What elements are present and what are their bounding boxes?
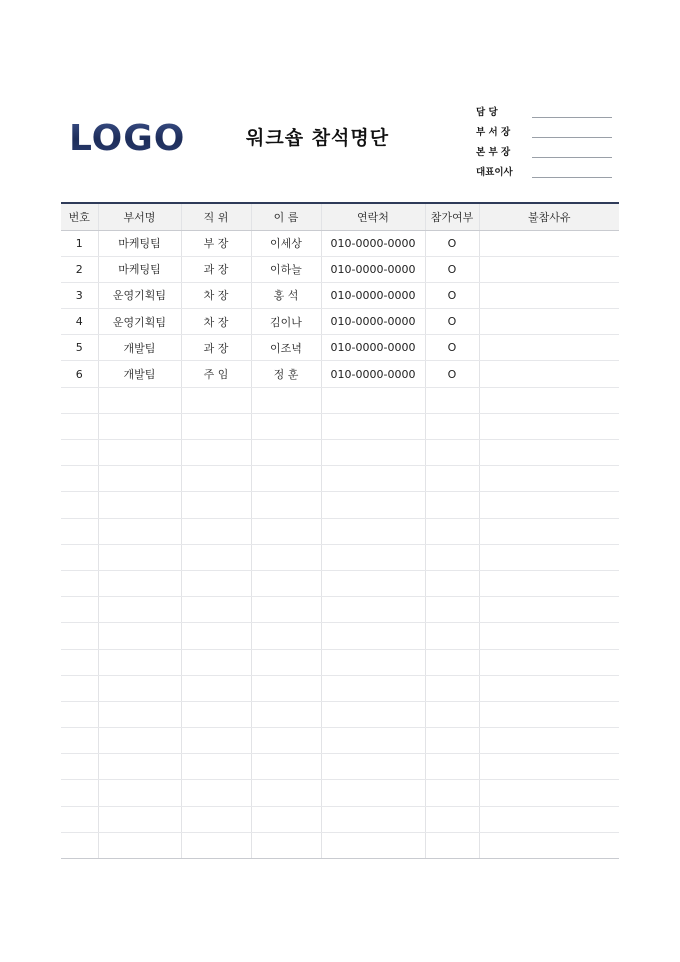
cell-contact[interactable] xyxy=(321,780,425,806)
cell-name[interactable] xyxy=(251,597,321,623)
cell-contact[interactable] xyxy=(321,440,425,466)
empty-table-row xyxy=(61,832,619,858)
cell-contact[interactable] xyxy=(321,675,425,701)
cell-number[interactable] xyxy=(61,754,98,780)
cell-position[interactable] xyxy=(181,570,251,596)
approval-row-department-head xyxy=(476,118,616,138)
cell-number[interactable]: 6 xyxy=(61,361,98,387)
cell-absence-reason[interactable] xyxy=(479,492,619,518)
cell-attendance[interactable]: O xyxy=(425,335,479,361)
attendance-table-container xyxy=(61,202,619,859)
empty-table-row xyxy=(61,413,619,439)
cell-position[interactable]: 차 장 xyxy=(181,282,251,308)
cell-position[interactable] xyxy=(181,832,251,858)
cell-attendance[interactable] xyxy=(425,728,479,754)
empty-table-row xyxy=(61,728,619,754)
approval-label: 담 당 xyxy=(476,107,498,118)
approval-label: 부 서 장 xyxy=(476,127,511,138)
cell-contact[interactable] xyxy=(321,518,425,544)
cell-number[interactable] xyxy=(61,413,98,439)
cell-name[interactable] xyxy=(251,780,321,806)
cell-department[interactable]: 운영기획팀 xyxy=(98,309,181,335)
cell-attendance[interactable] xyxy=(425,570,479,596)
cell-attendance[interactable] xyxy=(425,780,479,806)
empty-table-row xyxy=(61,466,619,492)
cell-absence-reason[interactable] xyxy=(479,754,619,780)
cell-number[interactable] xyxy=(61,780,98,806)
empty-table-row xyxy=(61,649,619,675)
cell-department[interactable] xyxy=(98,832,181,858)
cell-number[interactable]: 1 xyxy=(61,230,98,256)
cell-attendance[interactable] xyxy=(425,623,479,649)
cell-number[interactable]: 2 xyxy=(61,256,98,282)
logo: LOGO xyxy=(69,118,186,159)
cell-attendance[interactable] xyxy=(425,832,479,858)
cell-name[interactable]: 이조녁 xyxy=(251,335,321,361)
cell-attendance[interactable] xyxy=(425,466,479,492)
cell-department[interactable] xyxy=(98,728,181,754)
cell-attendance[interactable]: O xyxy=(425,309,479,335)
cell-absence-reason[interactable] xyxy=(479,701,619,727)
approval-label: 대표이사 xyxy=(476,167,513,178)
cell-department[interactable] xyxy=(98,754,181,780)
table-row xyxy=(61,335,619,361)
cell-number[interactable] xyxy=(61,832,98,858)
cell-name[interactable] xyxy=(251,518,321,544)
cell-contact[interactable]: 010-0000-0000 xyxy=(321,309,425,335)
cell-absence-reason[interactable] xyxy=(479,282,619,308)
cell-department[interactable] xyxy=(98,466,181,492)
cell-absence-reason[interactable] xyxy=(479,309,619,335)
cell-contact[interactable] xyxy=(321,387,425,413)
cell-absence-reason[interactable] xyxy=(479,597,619,623)
empty-table-row xyxy=(61,806,619,832)
cell-position[interactable] xyxy=(181,544,251,570)
cell-number[interactable] xyxy=(61,623,98,649)
cell-name[interactable] xyxy=(251,806,321,832)
signature-line[interactable] xyxy=(532,123,612,138)
cell-contact[interactable] xyxy=(321,466,425,492)
cell-contact[interactable]: 010-0000-0000 xyxy=(321,256,425,282)
approval-label: 본 부 장 xyxy=(476,147,511,158)
empty-table-row xyxy=(61,623,619,649)
empty-table-row xyxy=(61,544,619,570)
cell-department[interactable] xyxy=(98,492,181,518)
cell-contact[interactable] xyxy=(321,492,425,518)
cell-position[interactable] xyxy=(181,597,251,623)
cell-number[interactable] xyxy=(61,649,98,675)
cell-absence-reason[interactable] xyxy=(479,780,619,806)
cell-absence-reason[interactable] xyxy=(479,440,619,466)
cell-position[interactable] xyxy=(181,623,251,649)
cell-department[interactable] xyxy=(98,518,181,544)
cell-position[interactable]: 부 장 xyxy=(181,230,251,256)
cell-position[interactable]: 차 장 xyxy=(181,309,251,335)
cell-name[interactable] xyxy=(251,728,321,754)
cell-department[interactable]: 운영기획팀 xyxy=(98,282,181,308)
cell-absence-reason[interactable] xyxy=(479,728,619,754)
cell-department[interactable] xyxy=(98,701,181,727)
empty-table-row xyxy=(61,754,619,780)
column-header-contact: 연락처 xyxy=(321,203,425,230)
cell-number[interactable] xyxy=(61,728,98,754)
approval-box xyxy=(476,98,616,178)
cell-contact[interactable]: 010-0000-0000 xyxy=(321,335,425,361)
cell-contact[interactable] xyxy=(321,832,425,858)
cell-attendance[interactable]: O xyxy=(425,256,479,282)
approval-row-division-head xyxy=(476,138,616,158)
cell-position[interactable] xyxy=(181,806,251,832)
cell-position[interactable] xyxy=(181,466,251,492)
cell-number[interactable] xyxy=(61,492,98,518)
cell-absence-reason[interactable] xyxy=(479,230,619,256)
cell-department[interactable]: 개발팀 xyxy=(98,361,181,387)
attendance-table xyxy=(61,202,619,859)
cell-number[interactable]: 4 xyxy=(61,309,98,335)
cell-contact[interactable] xyxy=(321,623,425,649)
cell-absence-reason[interactable] xyxy=(479,544,619,570)
empty-table-row xyxy=(61,492,619,518)
cell-absence-reason[interactable] xyxy=(479,649,619,675)
cell-name[interactable] xyxy=(251,570,321,596)
cell-contact[interactable] xyxy=(321,570,425,596)
empty-table-row xyxy=(61,597,619,623)
cell-number[interactable]: 5 xyxy=(61,335,98,361)
column-header-name: 이 름 xyxy=(251,203,321,230)
approval-row-ceo xyxy=(476,158,616,178)
cell-position[interactable] xyxy=(181,518,251,544)
cell-attendance[interactable] xyxy=(425,387,479,413)
cell-attendance[interactable] xyxy=(425,701,479,727)
cell-position[interactable] xyxy=(181,649,251,675)
signature-line[interactable] xyxy=(532,103,612,118)
cell-absence-reason[interactable] xyxy=(479,623,619,649)
cell-name[interactable] xyxy=(251,649,321,675)
cell-contact[interactable] xyxy=(321,701,425,727)
cell-attendance[interactable] xyxy=(425,492,479,518)
cell-absence-reason[interactable] xyxy=(479,256,619,282)
cell-department[interactable] xyxy=(98,806,181,832)
cell-name[interactable] xyxy=(251,492,321,518)
cell-number[interactable]: 3 xyxy=(61,282,98,308)
cell-contact[interactable] xyxy=(321,806,425,832)
cell-position[interactable] xyxy=(181,728,251,754)
cell-contact[interactable] xyxy=(321,649,425,675)
cell-absence-reason[interactable] xyxy=(479,675,619,701)
cell-absence-reason[interactable] xyxy=(479,413,619,439)
approval-row-manager xyxy=(476,98,616,118)
cell-attendance[interactable] xyxy=(425,649,479,675)
cell-attendance[interactable] xyxy=(425,440,479,466)
cell-contact[interactable] xyxy=(321,413,425,439)
cell-name[interactable] xyxy=(251,440,321,466)
cell-attendance[interactable]: O xyxy=(425,230,479,256)
cell-department[interactable]: 마케팅팀 xyxy=(98,256,181,282)
column-header-position: 직 위 xyxy=(181,203,251,230)
cell-absence-reason[interactable] xyxy=(479,518,619,544)
cell-absence-reason[interactable] xyxy=(479,806,619,832)
cell-department[interactable]: 개발팀 xyxy=(98,335,181,361)
cell-position[interactable] xyxy=(181,675,251,701)
cell-attendance[interactable] xyxy=(425,544,479,570)
cell-attendance[interactable] xyxy=(425,806,479,832)
cell-position[interactable] xyxy=(181,492,251,518)
cell-absence-reason[interactable] xyxy=(479,466,619,492)
cell-attendance[interactable]: O xyxy=(425,282,479,308)
cell-department[interactable] xyxy=(98,780,181,806)
cell-name[interactable] xyxy=(251,544,321,570)
cell-name[interactable]: 이세상 xyxy=(251,230,321,256)
table-row xyxy=(61,256,619,282)
empty-table-row xyxy=(61,387,619,413)
cell-name[interactable]: 정 훈 xyxy=(251,361,321,387)
cell-position[interactable] xyxy=(181,413,251,439)
cell-absence-reason[interactable] xyxy=(479,335,619,361)
cell-absence-reason[interactable] xyxy=(479,832,619,858)
cell-name[interactable]: 이하늘 xyxy=(251,256,321,282)
cell-number[interactable] xyxy=(61,597,98,623)
cell-department[interactable] xyxy=(98,623,181,649)
cell-contact[interactable]: 010-0000-0000 xyxy=(321,361,425,387)
empty-table-row xyxy=(61,518,619,544)
cell-number[interactable] xyxy=(61,440,98,466)
cell-contact[interactable]: 010-0000-0000 xyxy=(321,282,425,308)
cell-department[interactable] xyxy=(98,413,181,439)
cell-attendance[interactable] xyxy=(425,675,479,701)
empty-table-row xyxy=(61,701,619,727)
cell-absence-reason[interactable] xyxy=(479,570,619,596)
table-row xyxy=(61,361,619,387)
cell-contact[interactable]: 010-0000-0000 xyxy=(321,230,425,256)
cell-name[interactable] xyxy=(251,701,321,727)
column-header-department: 부서명 xyxy=(98,203,181,230)
empty-table-row xyxy=(61,440,619,466)
empty-table-row xyxy=(61,570,619,596)
table-row xyxy=(61,282,619,308)
signature-line[interactable] xyxy=(532,163,612,178)
cell-department[interactable] xyxy=(98,570,181,596)
cell-number[interactable] xyxy=(61,544,98,570)
cell-name[interactable] xyxy=(251,675,321,701)
cell-name[interactable] xyxy=(251,623,321,649)
cell-attendance[interactable] xyxy=(425,518,479,544)
table-header-row xyxy=(61,203,619,230)
table-row xyxy=(61,309,619,335)
cell-number[interactable] xyxy=(61,806,98,832)
cell-position[interactable] xyxy=(181,754,251,780)
cell-department[interactable] xyxy=(98,387,181,413)
cell-department[interactable] xyxy=(98,440,181,466)
cell-position[interactable] xyxy=(181,701,251,727)
cell-attendance[interactable] xyxy=(425,754,479,780)
cell-position[interactable]: 주 임 xyxy=(181,361,251,387)
cell-department[interactable] xyxy=(98,597,181,623)
cell-number[interactable] xyxy=(61,387,98,413)
cell-number[interactable] xyxy=(61,466,98,492)
cell-position[interactable] xyxy=(181,387,251,413)
cell-number[interactable] xyxy=(61,675,98,701)
table-row xyxy=(61,230,619,256)
signature-line[interactable] xyxy=(532,143,612,158)
column-header-number: 번호 xyxy=(61,203,98,230)
empty-table-row xyxy=(61,780,619,806)
column-header-absence-reason: 불참사유 xyxy=(479,203,619,230)
cell-position[interactable]: 과 장 xyxy=(181,335,251,361)
cell-department[interactable] xyxy=(98,649,181,675)
cell-contact[interactable] xyxy=(321,754,425,780)
column-header-attendance: 참가여부 xyxy=(425,203,479,230)
page-title: 워크숍 참석명단 xyxy=(246,127,390,149)
cell-name[interactable]: 김이나 xyxy=(251,309,321,335)
cell-attendance[interactable] xyxy=(425,597,479,623)
cell-name[interactable] xyxy=(251,832,321,858)
cell-attendance[interactable] xyxy=(425,413,479,439)
cell-absence-reason[interactable] xyxy=(479,361,619,387)
cell-name[interactable] xyxy=(251,754,321,780)
cell-department[interactable]: 마케팅팀 xyxy=(98,230,181,256)
cell-position[interactable] xyxy=(181,780,251,806)
cell-contact[interactable] xyxy=(321,597,425,623)
table-body xyxy=(61,230,619,859)
cell-number[interactable] xyxy=(61,518,98,544)
cell-name[interactable] xyxy=(251,466,321,492)
cell-name[interactable] xyxy=(251,413,321,439)
cell-name[interactable]: 홍 석 xyxy=(251,282,321,308)
cell-number[interactable] xyxy=(61,701,98,727)
empty-table-row xyxy=(61,675,619,701)
cell-number[interactable] xyxy=(61,570,98,596)
cell-position[interactable] xyxy=(181,440,251,466)
cell-name[interactable] xyxy=(251,387,321,413)
cell-attendance[interactable]: O xyxy=(425,361,479,387)
cell-department[interactable] xyxy=(98,675,181,701)
cell-contact[interactable] xyxy=(321,544,425,570)
cell-absence-reason[interactable] xyxy=(479,387,619,413)
cell-contact[interactable] xyxy=(321,728,425,754)
cell-department[interactable] xyxy=(98,544,181,570)
cell-position[interactable]: 과 장 xyxy=(181,256,251,282)
